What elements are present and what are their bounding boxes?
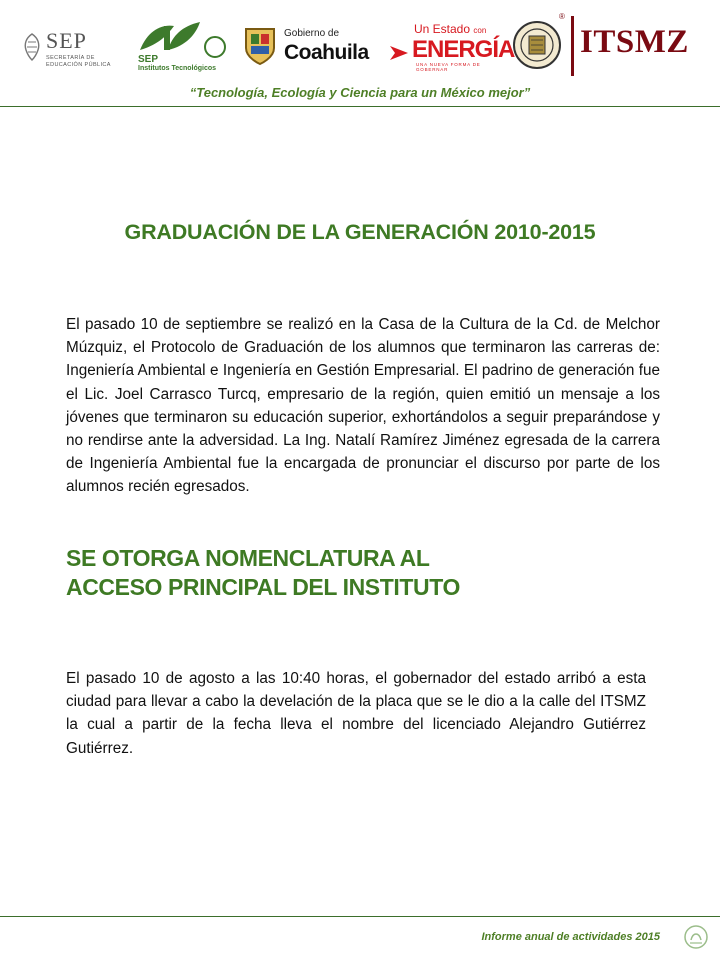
motto: “Tecnología, Ecología y Ciencia para un México mejor”: [189, 85, 531, 100]
footer-text: Informe anual de actividades 2015: [481, 931, 660, 943]
gear-icon: [204, 36, 226, 58]
energia-logo-line2: ENERGÍA: [412, 36, 515, 63]
sep-logo: [22, 26, 114, 72]
gobierno-coahuila-logo: [284, 28, 382, 68]
it-leaf-mark-icon: [138, 20, 202, 54]
itsmz-logo: ITSMZ: [580, 24, 689, 60]
arrow-icon: [388, 42, 410, 64]
coahuila-logo-line2: Coahuila: [284, 41, 369, 64]
logo-bar: [0, 0, 720, 84]
footer-divider: [0, 916, 720, 917]
estado-energia-logo: [386, 22, 515, 72]
institute-seal-icon: [512, 20, 562, 70]
registered-mark: ®: [559, 12, 565, 21]
section-heading-line1: SE OTORGA NOMENCLATURA AL: [66, 545, 430, 571]
energia-logo-line1: Un Estado con: [414, 22, 487, 36]
footer-emblem-icon: [683, 924, 709, 950]
header-divider: [0, 106, 720, 107]
page-title: GRADUACIÓN DE LA GENERACIÓN 2010-2015: [124, 220, 596, 244]
section-heading-line2: ACCESO PRINCIPAL DEL INSTITUTO: [66, 574, 460, 600]
eagle-icon: [22, 32, 42, 62]
sep-logo-subtitle: SECRETARÍA DE EDUCACIÓN PÚBLICA: [46, 55, 111, 68]
institutos-tecnologicos-logo: [138, 20, 230, 74]
it-logo-name: Institutos Tecnológicos: [138, 65, 217, 72]
itsmz-divider: [571, 16, 574, 76]
coahuila-shield-icon: [243, 26, 277, 66]
it-logo-sep: SEP: [138, 54, 159, 65]
nomenclature-paragraph: El pasado 10 de agosto a las 10:40 horas, el gobernador del estado arribó a esta ciudad para llevar a cabo la develación de la placa que se le dio a la calle del ITSMZ la cual a partir de la fecha lleva el nombre del licenciado Alejandro Gutiérrez Gutiérrez.: [66, 670, 646, 757]
graduation-paragraph: El pasado 10 de septiembre se realizó en la Casa de la Cultura de la Cd. de Melchor Múzquiz, el Protocolo de Graduación de los alumnos que terminaron las carreras de: Ingeniería Ambiental e Ingeniería en Gestión Empresarial. El padrino de generación fue el Lic. Joel Carrasco Turcq, empresario de la región, quien emitió un mensaje a los jóvenes que terminaron su educación superior, exhortándolos a seguir preparándose y no rendirse ante la adversidad. La Ing. Natalí Ramírez Jiménez egresada de la carrera de Ingeniería Ambiental fue la encargada de pronunciar el discurso por parte de los alumnos recién egresados.: [66, 316, 660, 496]
energia-logo-tagline: UNA NUEVA FORMA DE GOBERNAR: [416, 62, 481, 72]
coahuila-logo-line1: Gobierno de: [284, 28, 340, 39]
section-heading: [66, 544, 666, 602]
sep-logo-word: SEP: [46, 28, 87, 53]
